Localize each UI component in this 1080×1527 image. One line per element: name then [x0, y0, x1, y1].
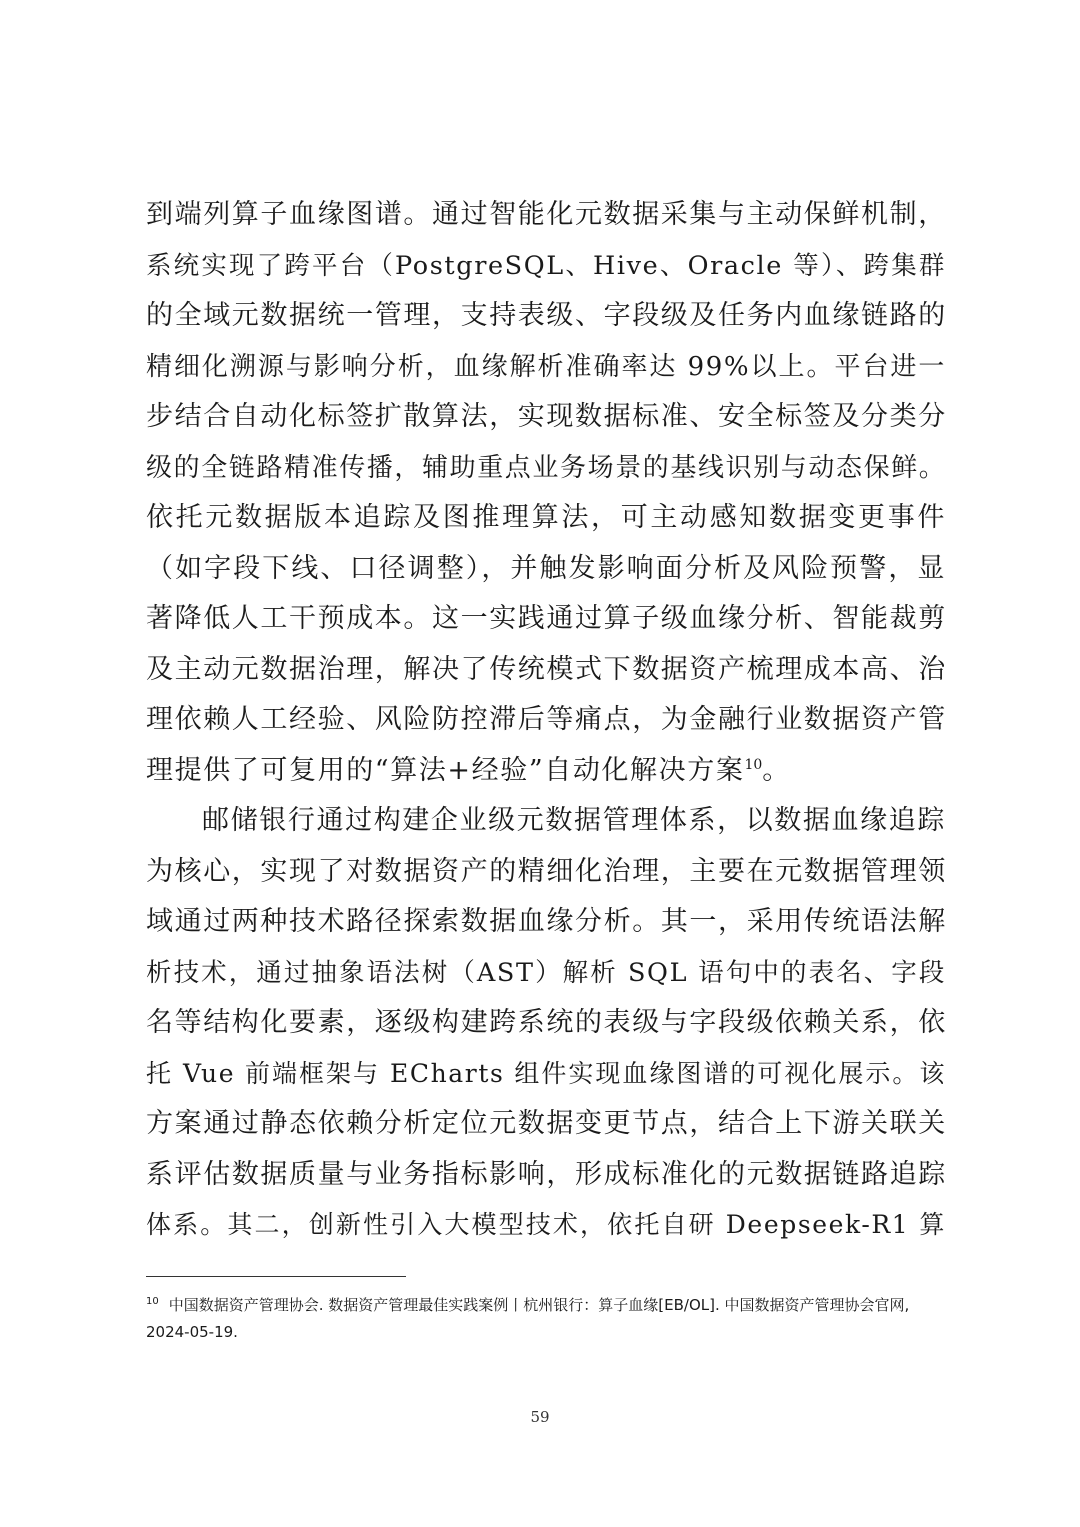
body-line: 的全域元数据统一管理，支持表级、字段级及任务内血缘链路的 — [146, 300, 947, 331]
body-line: 系统实现了跨平台（PostgreSQL、Hive、Oracle 等）、跨集群 — [146, 250, 946, 281]
body-line: 精细化溯源与影响分析，血缘解析准确率达 99%以上。平台进一 — [146, 351, 946, 382]
body-line: 级的全链路精准传播，辅助重点业务场景的基线识别与动态保鲜。 — [146, 452, 947, 483]
body-line: （如字段下线、口径调整），并触发影响面分析及风险预警，显 — [146, 552, 946, 584]
footnote-separator — [146, 1276, 406, 1277]
body-line: 系评估数据质量与业务指标影响，形成标准化的元数据链路追踪 — [146, 1158, 947, 1190]
body-line: 托 Vue 前端框架与 ECharts 组件实现血缘图谱的可视化展示。该 — [146, 1058, 946, 1088]
footnote-reference[interactable]: 10 — [744, 756, 763, 773]
page-number: 59 — [530, 1408, 550, 1426]
body-line: 方案通过静态依赖分析定位元数据变更节点，结合上下游关联关 — [146, 1108, 947, 1139]
footnote — [146, 1292, 946, 1346]
body-line-paragraph-end — [146, 746, 946, 797]
body-line: 理依赖人工经验、风险防控滞后等痛点，为金融行业数据资产管 — [146, 704, 947, 735]
body-line: 域通过两种技术路径探索数据血缘分析。其一，采用传统语法解 — [146, 906, 947, 937]
sentence-end-mark: 。 — [762, 754, 791, 786]
footnote-text: 中国数据资产管理协会. 数据资产管理最佳实践案例丨杭州银行：算子血缘[EB/OL]. 中国数据资产管理协会官网, 2024-05-19. — [146, 1296, 910, 1341]
body-line: 步结合自动化标签扩散算法，实现数据标准、安全标签及分类分 — [146, 401, 947, 432]
body-line: 为核心，实现了对数据资产的精细化治理，主要在元数据管理领 — [146, 855, 947, 887]
body-line: 析技术，通过抽象语法树（AST）解析 SQL 语句中的表名、字段 — [146, 957, 946, 988]
body-line: 到端列算子血缘图谱。通过智能化元数据采集与主动保鲜机制， — [146, 199, 947, 230]
body-line: 及主动元数据治理，解决了传统模式下数据资产梳理成本高、治 — [146, 653, 947, 685]
body-line: 名等结构化要素，逐级构建跨系统的表级与字段级依赖关系，依 — [146, 1007, 947, 1038]
body-line: 著降低人工干预成本。这一实践通过算子级血缘分析、智能裁剪 — [146, 603, 947, 634]
body-line: 体系。其二，创新性引入大模型技术，依托自研 Deepseek-R1 算 — [146, 1210, 946, 1239]
body-line-paragraph-start: 邮储银行通过构建企业级元数据管理体系，以数据血缘追踪 — [202, 805, 946, 836]
body-text — [146, 190, 946, 1251]
body-line: 依托元数据版本追踪及图推理算法，可主动感知数据变更事件 — [146, 502, 946, 533]
body-line-text: 理提供了可复用的“算法+经验”自动化解决方案 — [146, 754, 745, 786]
footnote-number: 10 — [146, 1296, 159, 1307]
